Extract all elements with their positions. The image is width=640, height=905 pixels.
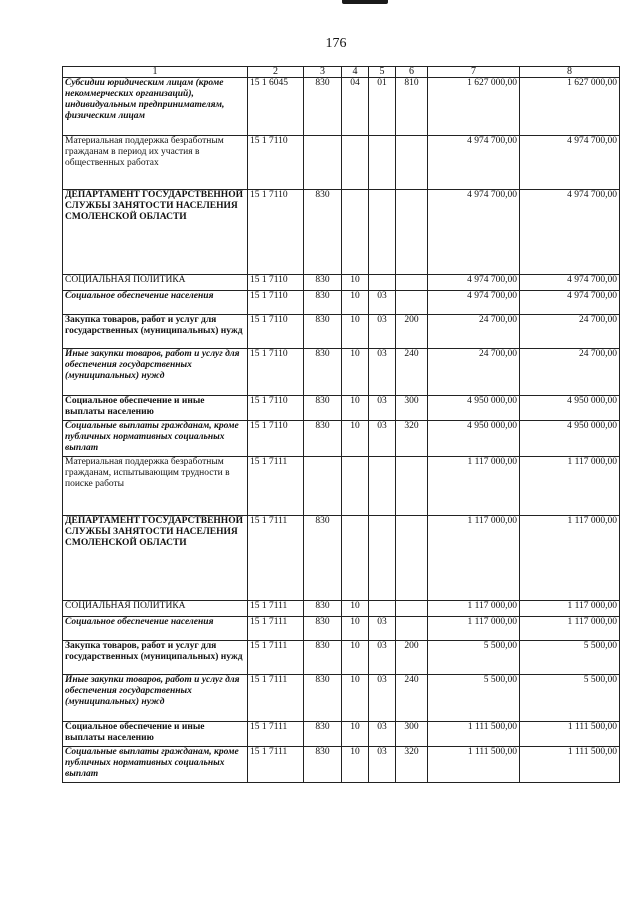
amount-cell: 4 974 700,00 — [428, 275, 520, 291]
amount-cell: 5 500,00 — [520, 641, 620, 675]
code-cell — [369, 136, 396, 190]
code-cell: 300 — [396, 396, 428, 421]
amount-cell: 1 117 000,00 — [520, 516, 620, 601]
row-name-cell: Закупка товаров, работ и услуг для государственных (муниципальных) нужд — [63, 641, 248, 675]
table-row — [63, 675, 620, 722]
table-row — [63, 349, 620, 396]
code-cell: 15 1 7111 — [248, 457, 304, 516]
code-cell: 03 — [369, 675, 396, 722]
header-cell: 3 — [304, 67, 342, 78]
amount-cell: 4 974 700,00 — [428, 190, 520, 275]
code-cell: 15 1 7110 — [248, 396, 304, 421]
code-cell — [369, 275, 396, 291]
amount-cell: 5 500,00 — [520, 675, 620, 722]
page-number: 176 — [325, 36, 347, 51]
code-cell: 830 — [304, 601, 342, 617]
code-cell: 830 — [304, 349, 342, 396]
code-cell — [304, 457, 342, 516]
table-row — [63, 275, 620, 291]
code-cell — [396, 190, 428, 275]
row-name-cell: Субсидии юридическим лицам (кроме некоммерческих организаций), индивидуальным предпринимателям, физическим лицам — [63, 78, 248, 136]
amount-cell: 1 117 000,00 — [428, 516, 520, 601]
table-row — [63, 722, 620, 747]
code-cell: 10 — [342, 601, 369, 617]
row-name-cell: Социальные выплаты гражданам, кроме публичных нормативных социальных выплат — [63, 747, 248, 783]
amount-cell: 24 700,00 — [520, 349, 620, 396]
amount-cell: 4 974 700,00 — [520, 136, 620, 190]
code-cell — [342, 136, 369, 190]
row-name-cell: ДЕПАРТАМЕНТ ГОСУДАРСТВЕННОЙ СЛУЖБЫ ЗАНЯТОСТИ НАСЕЛЕНИЯ СМОЛЕНСКОЙ ОБЛАСТИ — [63, 516, 248, 601]
table-row — [63, 516, 620, 601]
code-cell: 10 — [342, 747, 369, 783]
code-cell: 240 — [396, 349, 428, 396]
code-cell: 15 1 6045 — [248, 78, 304, 136]
code-cell: 15 1 7111 — [248, 675, 304, 722]
code-cell: 15 1 7111 — [248, 516, 304, 601]
amount-cell: 5 500,00 — [428, 641, 520, 675]
scan-top-mark — [342, 0, 388, 4]
code-cell — [369, 516, 396, 601]
code-cell: 04 — [342, 78, 369, 136]
amount-cell: 4 950 000,00 — [520, 396, 620, 421]
code-cell — [396, 136, 428, 190]
code-cell: 15 1 7110 — [248, 190, 304, 275]
code-cell: 10 — [342, 675, 369, 722]
header-cell: 6 — [396, 67, 428, 78]
table-row — [63, 421, 620, 457]
row-name-cell: СОЦИАЛЬНАЯ ПОЛИТИКА — [63, 601, 248, 617]
code-cell — [396, 601, 428, 617]
row-name-cell: ДЕПАРТАМЕНТ ГОСУДАРСТВЕННОЙ СЛУЖБЫ ЗАНЯТОСТИ НАСЕЛЕНИЯ СМОЛЕНСКОЙ ОБЛАСТИ — [63, 190, 248, 275]
code-cell: 03 — [369, 617, 396, 641]
code-cell: 10 — [342, 315, 369, 349]
code-cell: 10 — [342, 421, 369, 457]
table-row — [63, 641, 620, 675]
budget-table — [62, 66, 620, 783]
code-cell: 200 — [396, 315, 428, 349]
code-cell: 03 — [369, 722, 396, 747]
amount-cell: 4 974 700,00 — [520, 291, 620, 315]
code-cell: 830 — [304, 78, 342, 136]
amount-cell: 4 950 000,00 — [428, 421, 520, 457]
code-cell: 300 — [396, 722, 428, 747]
table-row — [63, 601, 620, 617]
amount-cell: 1 111 500,00 — [428, 722, 520, 747]
code-cell: 320 — [396, 421, 428, 457]
code-cell: 15 1 7110 — [248, 421, 304, 457]
code-cell: 15 1 7110 — [248, 136, 304, 190]
header-cell: 7 — [428, 67, 520, 78]
code-cell: 15 1 7110 — [248, 349, 304, 396]
table-row — [63, 617, 620, 641]
amount-cell: 1 117 000,00 — [520, 617, 620, 641]
amount-cell: 24 700,00 — [520, 315, 620, 349]
amount-cell: 1 117 000,00 — [428, 457, 520, 516]
amount-cell: 4 974 700,00 — [520, 190, 620, 275]
code-cell: 03 — [369, 641, 396, 675]
table-row — [63, 457, 620, 516]
code-cell — [396, 291, 428, 315]
code-cell: 830 — [304, 421, 342, 457]
code-cell: 10 — [342, 396, 369, 421]
amount-cell: 1 117 000,00 — [428, 617, 520, 641]
row-name-cell: Социальное обеспечение и иные выплаты населению — [63, 722, 248, 747]
amount-cell: 1 627 000,00 — [428, 78, 520, 136]
row-name-cell: Социальное обеспечение населения — [63, 617, 248, 641]
code-cell: 830 — [304, 291, 342, 315]
table-row — [63, 747, 620, 783]
table-row — [63, 315, 620, 349]
code-cell: 10 — [342, 617, 369, 641]
code-cell — [342, 190, 369, 275]
code-cell: 830 — [304, 516, 342, 601]
code-cell: 15 1 7110 — [248, 275, 304, 291]
code-cell: 10 — [342, 641, 369, 675]
header-cell: 1 — [63, 67, 248, 78]
header-row — [63, 67, 620, 78]
amount-cell: 1 117 000,00 — [428, 601, 520, 617]
table-row — [63, 136, 620, 190]
amount-cell: 1 117 000,00 — [520, 457, 620, 516]
row-name-cell: Материальная поддержка безработным гражданам, испытывающим трудности в поиске работы — [63, 457, 248, 516]
row-name-cell: Социальное обеспечение населения — [63, 291, 248, 315]
code-cell: 01 — [369, 78, 396, 136]
table-row — [63, 190, 620, 275]
code-cell: 03 — [369, 421, 396, 457]
code-cell: 830 — [304, 275, 342, 291]
code-cell: 15 1 7110 — [248, 315, 304, 349]
amount-cell: 4 974 700,00 — [520, 275, 620, 291]
code-cell: 830 — [304, 641, 342, 675]
header-cell: 8 — [520, 67, 620, 78]
code-cell: 15 1 7111 — [248, 722, 304, 747]
code-cell: 830 — [304, 747, 342, 783]
code-cell — [342, 457, 369, 516]
code-cell: 810 — [396, 78, 428, 136]
code-cell: 15 1 7111 — [248, 601, 304, 617]
code-cell — [396, 457, 428, 516]
header-cell: 5 — [369, 67, 396, 78]
amount-cell: 1 117 000,00 — [520, 601, 620, 617]
code-cell: 10 — [342, 291, 369, 315]
table-row — [63, 396, 620, 421]
row-name-cell: Закупка товаров, работ и услуг для государственных (муниципальных) нужд — [63, 315, 248, 349]
code-cell: 200 — [396, 641, 428, 675]
row-name-cell: СОЦИАЛЬНАЯ ПОЛИТИКА — [63, 275, 248, 291]
code-cell: 15 1 7111 — [248, 747, 304, 783]
code-cell: 03 — [369, 349, 396, 396]
code-cell: 10 — [342, 722, 369, 747]
row-name-cell: Иные закупки товаров, работ и услуг для обеспечения государственных (муниципальных) нужд — [63, 675, 248, 722]
code-cell: 830 — [304, 396, 342, 421]
row-name-cell: Социальные выплаты гражданам, кроме публичных нормативных социальных выплат — [63, 421, 248, 457]
code-cell — [396, 275, 428, 291]
code-cell — [304, 136, 342, 190]
code-cell: 03 — [369, 396, 396, 421]
amount-cell: 5 500,00 — [428, 675, 520, 722]
code-cell: 830 — [304, 675, 342, 722]
table-row — [63, 78, 620, 136]
code-cell: 830 — [304, 722, 342, 747]
code-cell: 03 — [369, 747, 396, 783]
amount-cell: 1 111 500,00 — [428, 747, 520, 783]
header-cell: 4 — [342, 67, 369, 78]
code-cell: 830 — [304, 617, 342, 641]
amount-cell: 4 974 700,00 — [428, 136, 520, 190]
code-cell — [369, 190, 396, 275]
code-cell: 830 — [304, 315, 342, 349]
amount-cell: 1 111 500,00 — [520, 722, 620, 747]
row-name-cell: Иные закупки товаров, работ и услуг для обеспечения государственных (муниципальных) нужд — [63, 349, 248, 396]
code-cell: 15 1 7111 — [248, 641, 304, 675]
code-cell: 15 1 7111 — [248, 617, 304, 641]
header-cell: 2 — [248, 67, 304, 78]
code-cell — [396, 516, 428, 601]
row-name-cell: Материальная поддержка безработным гражданам в период их участия в общественных работах — [63, 136, 248, 190]
amount-cell: 24 700,00 — [428, 349, 520, 396]
code-cell: 320 — [396, 747, 428, 783]
table-row — [63, 291, 620, 315]
code-cell — [369, 457, 396, 516]
code-cell: 10 — [342, 349, 369, 396]
code-cell: 10 — [342, 275, 369, 291]
amount-cell: 1 111 500,00 — [520, 747, 620, 783]
amount-cell: 4 974 700,00 — [428, 291, 520, 315]
code-cell — [396, 617, 428, 641]
code-cell: 15 1 7110 — [248, 291, 304, 315]
amount-cell: 24 700,00 — [428, 315, 520, 349]
amount-cell: 4 950 000,00 — [428, 396, 520, 421]
amount-cell: 1 627 000,00 — [520, 78, 620, 136]
row-name-cell: Социальное обеспечение и иные выплаты населению — [63, 396, 248, 421]
code-cell: 240 — [396, 675, 428, 722]
code-cell — [369, 601, 396, 617]
amount-cell: 4 950 000,00 — [520, 421, 620, 457]
code-cell: 03 — [369, 315, 396, 349]
code-cell: 03 — [369, 291, 396, 315]
code-cell: 830 — [304, 190, 342, 275]
code-cell — [342, 516, 369, 601]
